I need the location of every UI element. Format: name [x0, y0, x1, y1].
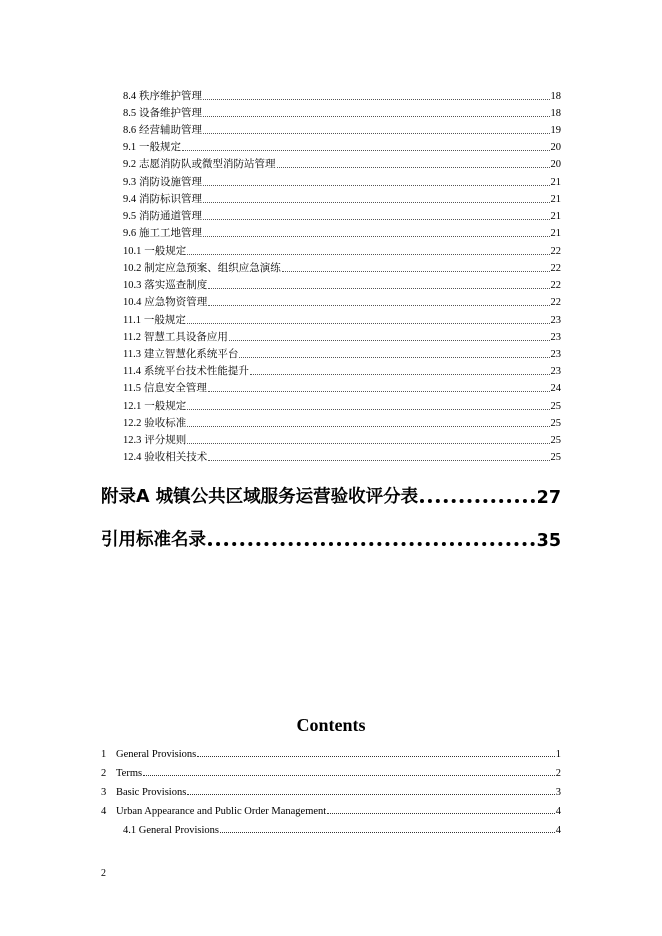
toc-entry-page: 23 — [550, 332, 561, 343]
dot-leader — [187, 323, 550, 324]
toc-entry[interactable] — [123, 223, 561, 240]
dot-leader — [187, 794, 554, 795]
contents-heading: Contents — [296, 715, 366, 735]
toc-entry-number: 9.2 — [123, 159, 137, 170]
toc-entry-page: 25 — [550, 452, 561, 463]
dot-leader — [203, 116, 549, 117]
toc-entry[interactable] — [123, 275, 561, 292]
dot-leader — [277, 167, 550, 168]
toc-entry-title: 消防标识管理 — [139, 193, 203, 205]
toc-en-title: 4.1 General Provisions — [123, 825, 219, 836]
references-title: 引用标准名录 — [101, 530, 206, 550]
toc-entry-number: 12.3 — [123, 435, 142, 446]
toc-entry-page: 21 — [550, 194, 561, 205]
toc-entry-title: 系统平台技术性能提升 — [143, 365, 249, 377]
dot-leader — [197, 756, 555, 757]
toc-entry-number: 10.1 — [123, 246, 142, 257]
toc-entry-title: 验收标准 — [144, 417, 187, 429]
toc-entry-title: 经营辅助管理 — [139, 124, 203, 136]
toc-entry[interactable] — [123, 361, 561, 378]
toc-en-page: 3 — [555, 787, 561, 798]
dot-leader — [203, 185, 549, 186]
dot-leader — [327, 813, 555, 814]
dot-leader — [203, 133, 549, 134]
toc-entry[interactable] — [123, 154, 561, 171]
toc-en-number: 2 — [101, 768, 107, 779]
toc-entry-page: 23 — [550, 349, 561, 360]
toc-entry-page: 25 — [550, 418, 561, 429]
dot-leader — [182, 150, 549, 151]
toc-entry-number: 9.4 — [123, 194, 137, 205]
dot-leader — [203, 236, 549, 237]
toc-entry-title: 消防通道管理 — [139, 210, 203, 222]
toc-entry-page: 18 — [550, 91, 561, 102]
appendix-a-entry[interactable] — [101, 482, 561, 508]
toc-en-page: 1 — [555, 749, 561, 760]
appendix-a-page: 27 — [536, 488, 561, 508]
toc-en-entry[interactable] — [101, 744, 561, 760]
toc-entry[interactable] — [123, 292, 561, 309]
toc-entry[interactable] — [123, 103, 561, 120]
toc-entry-page: 18 — [550, 108, 561, 119]
toc-en-entry[interactable] — [101, 801, 561, 817]
toc-entry-title: 评分规则 — [144, 434, 187, 446]
dot-leader — [420, 499, 535, 503]
toc-en-number: 3 — [101, 787, 107, 798]
toc-entry-page: 22 — [550, 297, 561, 308]
dot-leader — [203, 202, 549, 203]
toc-entry-title: 智慧工具设备应用 — [143, 331, 228, 343]
references-page: 35 — [536, 531, 561, 551]
toc-entry[interactable] — [123, 327, 561, 344]
toc-entry[interactable] — [123, 396, 561, 413]
toc-entry[interactable] — [123, 413, 561, 430]
toc-entry[interactable] — [123, 120, 561, 137]
toc-entry[interactable] — [123, 378, 561, 395]
toc-en-page: 4 — [555, 825, 561, 836]
toc-entry-number: 9.1 — [123, 142, 137, 153]
toc-entry-number: 9.3 — [123, 177, 137, 188]
toc-entry-title: 一般规定 — [144, 245, 187, 257]
toc-entry-title: 一般规定 — [144, 400, 187, 412]
toc-entry-title: 一般规定 — [143, 314, 186, 326]
dot-leader — [203, 99, 549, 100]
toc-entry-number: 8.4 — [123, 91, 137, 102]
toc-entry-number: 11.5 — [123, 383, 141, 394]
toc-entry-number: 8.6 — [123, 125, 137, 136]
toc-en-page: 4 — [555, 806, 561, 817]
toc-en-number: 1 — [101, 749, 107, 760]
toc-entry-page: 24 — [550, 383, 561, 394]
references-entry[interactable] — [101, 525, 561, 551]
dot-leader — [143, 775, 555, 776]
toc-entry-number: 10.3 — [123, 280, 142, 291]
toc-en-page: 2 — [555, 768, 561, 779]
toc-entry-title: 一般规定 — [139, 141, 182, 153]
dot-leader — [208, 391, 550, 392]
toc-entry-page: 22 — [550, 246, 561, 257]
toc-en-title: Basic Provisions — [116, 787, 187, 798]
dot-leader — [282, 271, 550, 272]
toc-en-title: Urban Appearance and Public Order Management — [116, 806, 327, 817]
toc-entry-title: 制定应急预案、组织应急演练 — [144, 262, 281, 274]
toc-entry-number: 11.2 — [123, 332, 141, 343]
dot-leader — [208, 542, 535, 546]
toc-entry-title: 建立智慧化系统平台 — [143, 348, 239, 360]
toc-entry-page: 25 — [550, 401, 561, 412]
toc-entry-number: 12.4 — [123, 452, 142, 463]
toc-entry[interactable] — [123, 430, 561, 447]
toc-entry-page: 22 — [550, 280, 561, 291]
dot-leader — [187, 426, 549, 427]
toc-entry-number: 10.4 — [123, 297, 142, 308]
toc-entry[interactable] — [123, 344, 561, 361]
toc-entry[interactable] — [123, 189, 561, 206]
toc-entry[interactable] — [123, 241, 561, 258]
toc-entry-title: 验收相关技术 — [144, 451, 208, 463]
toc-entry-number: 9.6 — [123, 228, 137, 239]
toc-entry[interactable] — [123, 206, 561, 223]
toc-entry-number: 11.4 — [123, 366, 141, 377]
toc-entry[interactable] — [123, 172, 561, 189]
toc-en-title: Terms — [116, 768, 143, 779]
toc-entry-number: 8.5 — [123, 108, 137, 119]
appendix-a-title: 附录A 城镇公共区域服务运营验收评分表 — [101, 487, 419, 507]
toc-entry-title: 应急物资管理 — [144, 296, 208, 308]
toc-entry-title: 秩序维护管理 — [139, 90, 203, 102]
toc-en-entry[interactable] — [123, 820, 561, 836]
toc-entry-title: 施工工地管理 — [139, 227, 203, 239]
toc-entry-page: 23 — [550, 366, 561, 377]
toc-entry-title: 设备维护管理 — [139, 107, 203, 119]
toc-entry[interactable] — [123, 258, 561, 275]
toc-entry-title: 志愿消防队或微型消防站管理 — [139, 158, 276, 170]
dot-leader — [208, 305, 549, 306]
toc-entry-title: 信息安全管理 — [143, 382, 207, 394]
dot-leader — [187, 254, 549, 255]
dot-leader — [187, 443, 549, 444]
toc-entry[interactable] — [123, 310, 561, 327]
toc-entry[interactable] — [123, 86, 561, 103]
toc-entry-page: 25 — [550, 435, 561, 446]
toc-entry-title: 消防设施管理 — [139, 176, 203, 188]
toc-entry-page: 22 — [550, 263, 561, 274]
toc-entry-page: 21 — [550, 211, 561, 222]
toc-en-entry[interactable] — [101, 763, 561, 779]
dot-leader — [203, 219, 549, 220]
toc-entry-page: 20 — [550, 159, 561, 170]
toc-entry-page: 23 — [550, 315, 561, 326]
dot-leader — [250, 374, 550, 375]
toc-entry-page: 21 — [550, 177, 561, 188]
toc-entry-page: 21 — [550, 228, 561, 239]
toc-entry-number: 11.1 — [123, 315, 141, 326]
toc-en-number: 4 — [101, 806, 107, 817]
toc-entry-number: 10.2 — [123, 263, 142, 274]
toc-entry-page: 19 — [550, 125, 561, 136]
toc-entry-page: 20 — [550, 142, 561, 153]
dot-leader — [239, 357, 549, 358]
page-number: 2 — [101, 868, 106, 879]
dot-leader — [229, 340, 550, 341]
toc-entry[interactable] — [123, 447, 561, 464]
toc-entry-number: 9.5 — [123, 211, 137, 222]
toc-entry-number: 12.2 — [123, 418, 142, 429]
toc-entry[interactable] — [123, 137, 561, 154]
dot-leader — [220, 832, 555, 833]
toc-entry-title: 落实巡查制度 — [144, 279, 208, 291]
dot-leader — [208, 460, 549, 461]
dot-leader — [187, 409, 549, 410]
toc-entry-number: 11.3 — [123, 349, 141, 360]
toc-en-entry[interactable] — [101, 782, 561, 798]
dot-leader — [208, 288, 549, 289]
toc-en-title: General Provisions — [116, 749, 197, 760]
toc-entry-number: 12.1 — [123, 401, 142, 412]
